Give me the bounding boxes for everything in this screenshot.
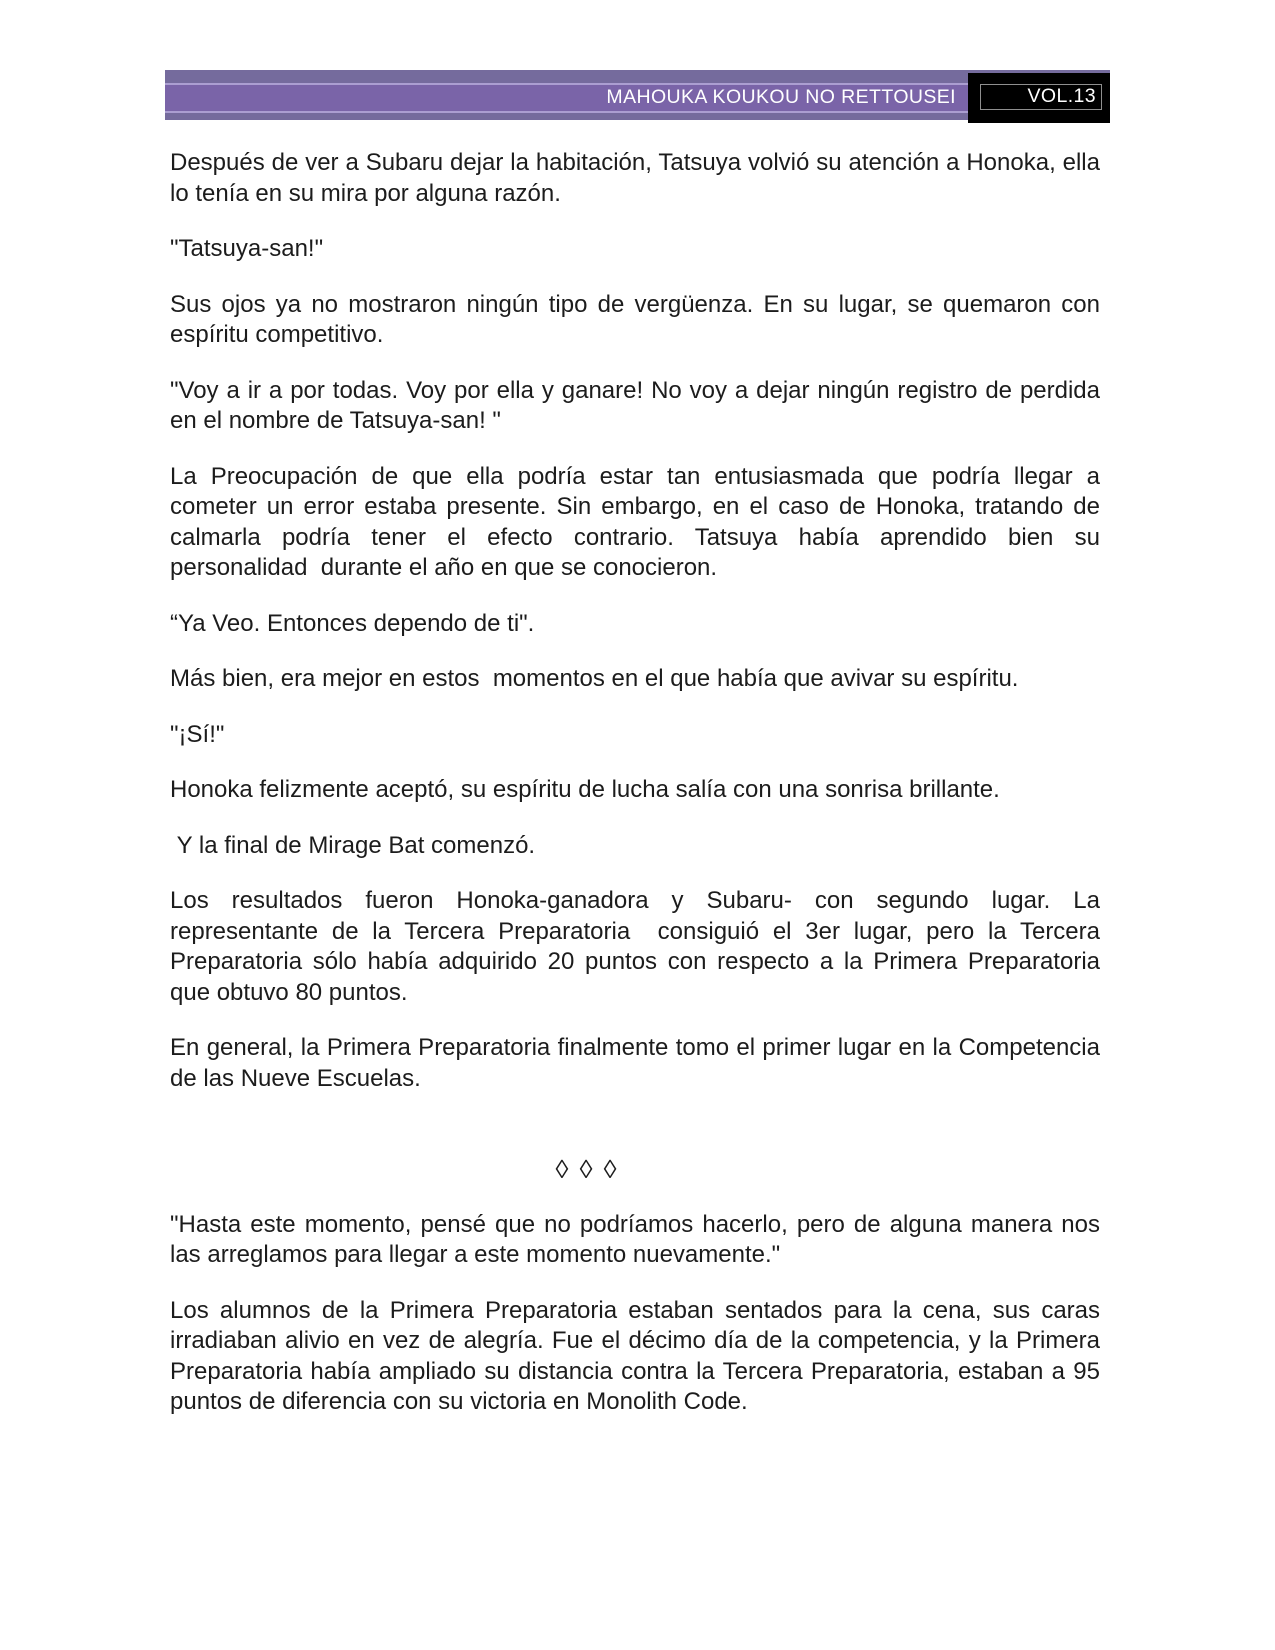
paragraph: Más bien, era mejor en estos momentos en el que había que avivar su espíritu.	[170, 665, 1019, 692]
volume-badge	[968, 73, 1110, 123]
paragraph: "Voy a ir a por todas. Voy por ella y ganare! No voy a dejar ningún registro de perdida en el nombre de Tatsuya-san! "	[170, 376, 1100, 434]
paragraph: "Tatsuya-san!"	[170, 235, 324, 262]
paragraph: Y la final de Mirage Bat comenzó.	[170, 831, 536, 859]
paragraph: Los resultados fueron Honoka-ganadora y Subaru- con segundo lugar. La representante de la Tercera Preparatoria consiguió el 3er lugar, pero la Tercera Preparatoria sólo había adquirido 20 puntos con respecto a la Primera Preparatoria que obtuvo 80 puntos.	[170, 887, 1100, 1006]
series-title: MAHOUKA KOUKOU NO RETTOUSEI	[606, 86, 956, 108]
paragraph: Después de ver a Subaru dejar la habitación, Tatsuya volvió su atención a Honoka, ella lo tenía en su mira por alguna razón.	[170, 149, 1100, 207]
paragraph: La Preocupación de que ella podría estar tan entusiasmada que podría llegar a cometer un error estaba presente. Sin embargo, en el caso de Honoka, tratando de calmarla podría tener el efecto contrario. Tatsuya había aprendido bien su personalidad durante el año en que se conocieron.	[170, 462, 1100, 581]
paragraph: En general, la Primera Preparatoria finalmente tomo el primer lugar en la Competencia de las Nueve Escuelas.	[170, 1034, 1100, 1092]
paragraph: "Hasta este momento, pensé que no podríamos hacerlo, pero de alguna manera nos las arreglamos para llegar a este momento nuevamente."	[170, 1210, 1100, 1268]
paragraph: “Ya Veo. Entonces dependo de ti".	[170, 609, 535, 637]
paragraph: Honoka felizmente aceptó, su espíritu de lucha salía con una sonrisa brillante.	[170, 776, 1000, 803]
paragraph: Sus ojos ya no mostraron ningún tipo de vergüenza. En su lugar, se quemaron con espíritu competitivo.	[170, 290, 1100, 348]
paragraph: "¡Sí!"	[170, 720, 225, 748]
volume-label: VOL.13	[980, 84, 1102, 110]
paragraph: Los alumnos de la Primera Preparatoria estaban sentados para la cena, sus caras irradiaban alivio en vez de alegría. Fue el décimo día de la competencia, y la Primera Preparatoria había ampliado su distancia contra la Tercera Preparatoria, estaban a 95 puntos de diferencia con su victoria en Monolith Code.	[170, 1296, 1100, 1415]
section-separator: ◊ ◊ ◊	[555, 1154, 619, 1184]
document-body	[170, 148, 1100, 1443]
